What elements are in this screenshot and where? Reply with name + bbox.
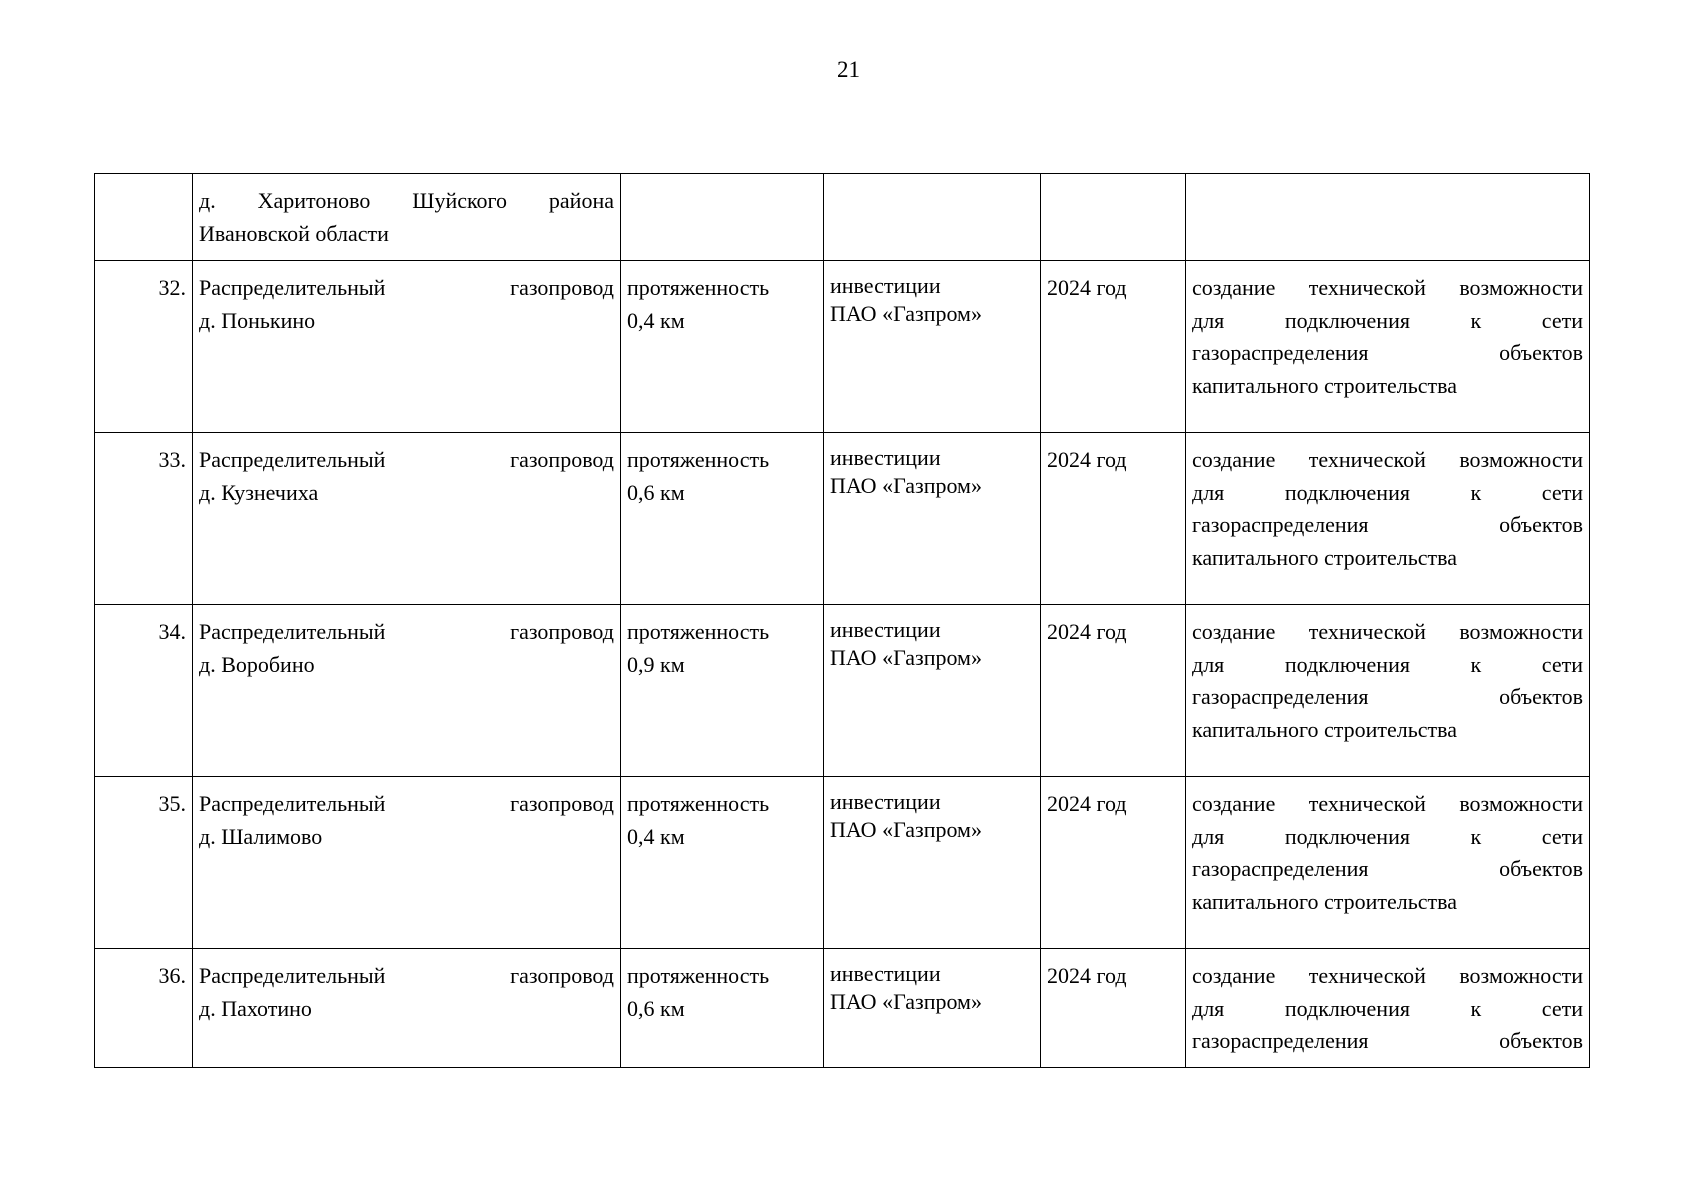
object-name-line: д. Понькино (199, 307, 316, 333)
cell-object-name (193, 605, 621, 777)
object-name-line: Ивановской области (199, 220, 389, 246)
purpose-line: капитального строительства (1192, 716, 1458, 742)
cell-length (621, 174, 824, 261)
cell-number: 34. (95, 605, 193, 777)
cell-funding-source (824, 777, 1041, 949)
cell-year: 2024 год (1041, 949, 1186, 1068)
length-value: 0,9 км (627, 651, 685, 677)
cell-length (621, 777, 824, 949)
cell-length (621, 433, 824, 605)
object-name-line: д. Пахотино (199, 995, 312, 1021)
cell-purpose (1186, 174, 1590, 261)
cell-funding-source (824, 174, 1041, 261)
purpose-line: создание технической возможности (1192, 619, 1583, 644)
cell-object-name (193, 777, 621, 949)
object-name-line: д. Воробино (199, 651, 315, 677)
table-row (95, 433, 1590, 605)
table-row (95, 777, 1590, 949)
cell-object-name (193, 433, 621, 605)
purpose-line: создание технической возможности (1192, 447, 1583, 472)
cell-number: 35. (95, 777, 193, 949)
cell-year: 2024 год (1041, 605, 1186, 777)
funding-label: инвестиции (830, 273, 941, 298)
object-name-line: Распределительный газопровод (199, 275, 614, 300)
funding-value: ПАО «Газпром» (830, 817, 982, 842)
table-row (95, 261, 1590, 433)
length-label: протяженность (627, 275, 770, 300)
cell-purpose (1186, 605, 1590, 777)
cell-funding-source (824, 949, 1041, 1068)
purpose-line: создание технической возможности (1192, 963, 1583, 988)
object-name-line: д. Кузнечиха (199, 479, 319, 505)
funding-label: инвестиции (830, 961, 941, 986)
cell-year (1041, 174, 1186, 261)
funding-value: ПАО «Газпром» (830, 645, 982, 670)
cell-length (621, 261, 824, 433)
purpose-line: для подключения к сети (1192, 307, 1583, 333)
object-name-line: Распределительный газопровод (199, 791, 614, 816)
length-value: 0,6 км (627, 479, 685, 505)
table-row (95, 605, 1590, 777)
purpose-line: создание технической возможности (1192, 791, 1583, 816)
purpose-line: газораспределения объектов (1192, 856, 1583, 881)
table-row-continuation (95, 174, 1590, 261)
cell-year: 2024 год (1041, 261, 1186, 433)
cell-year: 2024 год (1041, 433, 1186, 605)
cell-length (621, 605, 824, 777)
cell-funding-source (824, 605, 1041, 777)
object-name-line: Распределительный газопровод (199, 447, 614, 472)
purpose-line: газораспределения объектов (1192, 1028, 1583, 1053)
funding-value: ПАО «Газпром» (830, 473, 982, 498)
projects-table (94, 173, 1590, 1068)
purpose-line: капитального строительства (1192, 372, 1458, 398)
object-name-line: д. Шалимово (199, 823, 323, 849)
page-number: 21 (837, 57, 860, 82)
cell-object-name (193, 261, 621, 433)
cell-purpose (1186, 433, 1590, 605)
cell-number: 32. (95, 261, 193, 433)
purpose-line: газораспределения объектов (1192, 340, 1583, 365)
object-name-line: Распределительный газопровод (199, 619, 614, 644)
purpose-line: газораспределения объектов (1192, 684, 1583, 709)
cell-funding-source (824, 261, 1041, 433)
purpose-line: газораспределения объектов (1192, 512, 1583, 537)
cell-funding-source (824, 433, 1041, 605)
purpose-line: для подключения к сети (1192, 651, 1583, 677)
cell-purpose (1186, 949, 1590, 1068)
cell-number: 36. (95, 949, 193, 1068)
table-row (95, 949, 1590, 1068)
purpose-line: капитального строительства (1192, 888, 1458, 914)
cell-purpose (1186, 261, 1590, 433)
cell-length (621, 949, 824, 1068)
length-value: 0,6 км (627, 995, 685, 1021)
purpose-line: для подключения к сети (1192, 479, 1583, 505)
length-label: протяженность (627, 963, 770, 988)
cell-number (95, 174, 193, 261)
object-name-line: д. Харитоново Шуйского района (199, 188, 614, 213)
length-label: протяженность (627, 619, 770, 644)
funding-label: инвестиции (830, 789, 941, 814)
length-label: протяженность (627, 791, 770, 816)
cell-number: 33. (95, 433, 193, 605)
funding-label: инвестиции (830, 445, 941, 470)
length-value: 0,4 км (627, 823, 685, 849)
purpose-line: капитального строительства (1192, 544, 1458, 570)
funding-value: ПАО «Газпром» (830, 301, 982, 326)
funding-value: ПАО «Газпром» (830, 989, 982, 1014)
length-value: 0,4 км (627, 307, 685, 333)
cell-purpose (1186, 777, 1590, 949)
purpose-line: создание технической возможности (1192, 275, 1583, 300)
length-label: протяженность (627, 447, 770, 472)
cell-object-name (193, 174, 621, 261)
object-name-line: Распределительный газопровод (199, 963, 614, 988)
purpose-line: для подключения к сети (1192, 823, 1583, 849)
cell-year: 2024 год (1041, 777, 1186, 949)
funding-label: инвестиции (830, 617, 941, 642)
purpose-line: для подключения к сети (1192, 995, 1583, 1021)
cell-object-name (193, 949, 621, 1068)
